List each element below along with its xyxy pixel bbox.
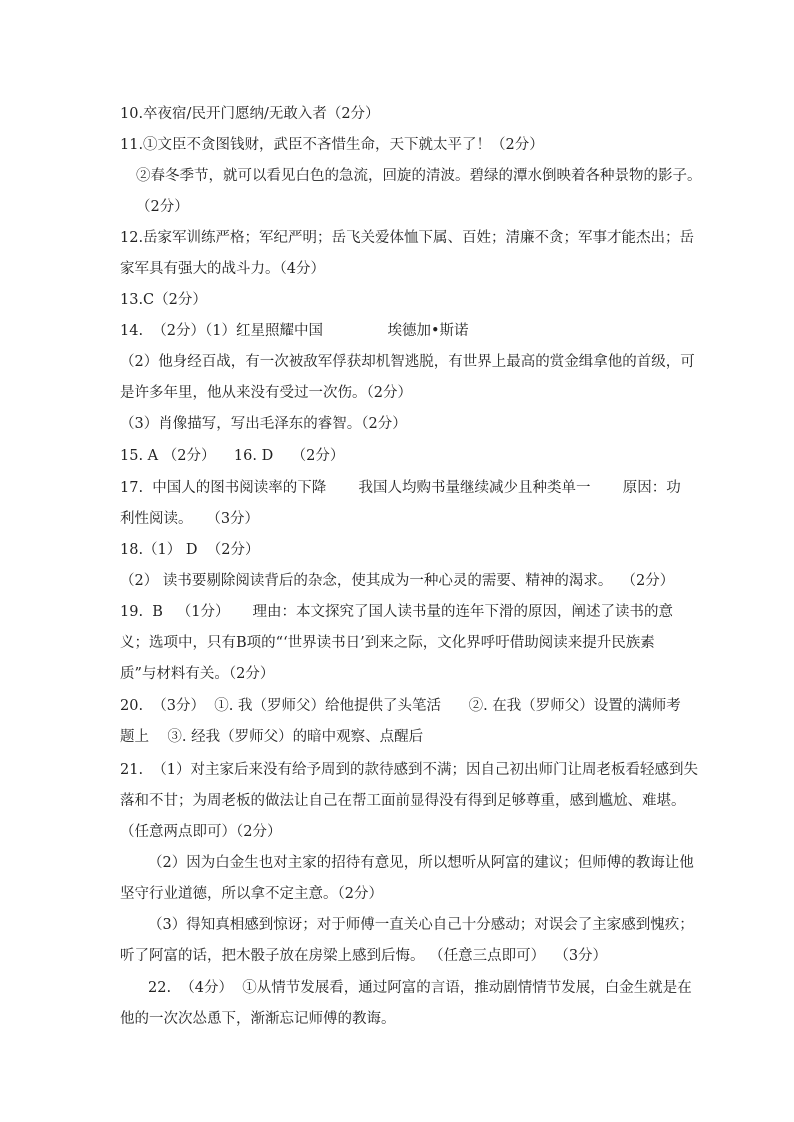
- answer-20-line-2: 题上 ③. 经我（罗师父）的暗中观察、点醒后: [120, 729, 424, 745]
- answer-11-part-1: 11.①文臣不贪图钱财，武臣不吝惜生命，天下就太平了！（2分）: [120, 137, 544, 153]
- answer-21-part-2-line-1: （2）因为白金生也对主家的招待有意见，所以想听从阿富的建议；但师傅的教诲让他: [148, 855, 694, 871]
- answer-22-line-2: 他的一次次怂恿下，渐渐忘记师傅的教诲。: [120, 1011, 396, 1027]
- answer-12-line-2: 家军具有强大的战斗力。（4分）: [120, 261, 325, 277]
- answer-21-part-1-note: （任意两点即可）（2分）: [120, 824, 282, 840]
- answer-21-part-3-line-1: （3）得知真相感到惊讶；对于师傅一直关心自己十分感动；对误会了主家感到愧疚；: [148, 917, 694, 933]
- answer-14-part-3: （3）肖像描写，写出毛泽东的睿智。（2分）: [120, 416, 407, 432]
- answer-21-part-1-line-2: 落和不甘；为周老板的做法让自己在帮工面前显得没有得到足够尊重，感到尴尬、难堪。: [120, 793, 686, 809]
- answer-17-line-1: 17. 中国人的图书阅读率的下降 我国人均购书量继续减少且种类单一 原因：功: [120, 480, 681, 496]
- answer-11-part-2-score: （2分）: [136, 199, 189, 215]
- answer-15-16: 15. A （2分） 16. D （2分）: [120, 448, 345, 464]
- answer-21-part-1-line-1: 21. （1）对主家后来没有给予周到的款待感到不满；因自己初出师门让周老板看轻感到失: [120, 762, 698, 778]
- answer-21-part-2-line-2: 坚守行业道德，所以拿不定主意。（2分）: [120, 886, 383, 902]
- answer-19-line-1: 19. B （1分） 理由：本文探究了国人读书量的连年下滑的原因，阐述了读书的意: [120, 604, 674, 620]
- answer-19-line-3: 质”与材料有关。（2分）: [120, 666, 275, 682]
- answer-14-part-2-line-2: 是许多年里，他从来没有受过一次伤。（2分）: [120, 385, 412, 401]
- answer-18-part-1: 18.（1） D （2分）: [120, 542, 260, 558]
- answer-14-part-1: 14. （2分）（1）红星照耀中国 埃德加•斯诺: [120, 323, 469, 339]
- answer-21-part-3-line-2: 听了阿富的话，把木骰子放在房梁上感到后悔。 （任意三点即可） （3分）: [120, 948, 608, 964]
- answer-10: 10.卒夜宿/民开门愿纳/无敢入者（2分）: [120, 106, 380, 122]
- answer-18-part-2: （2） 读书要剔除阅读背后的杂念，使其成为一种心灵的需要、精神的渴求。 （2分）: [120, 573, 675, 589]
- answer-17-line-2: 利性阅读。 （3分）: [120, 511, 260, 527]
- answer-22-line-1: 22. （4分） ①从情节发展看，通过阿富的言语，推动剧情情节发展，白金生就是在: [148, 980, 692, 996]
- answer-20-line-1: 20. （3分） ①. 我（罗师父）给他提供了头笔活 ②. 在我（罗师父）设置的满师考: [120, 698, 681, 714]
- answer-12-line-1: 12.岳家军训练严格；军纪严明；岳飞关爱体恤下属、百姓；清廉不贪；军事才能杰出；岳: [120, 230, 695, 246]
- answer-19-line-2: 义；选项中，只有B项的“‘世界读书日’到来之际，文化界呼吁借助阅读来提升民族素: [120, 635, 655, 651]
- answer-14-part-2-line-1: （2）他身经百战，有一次被敌军俘获却机智逃脱，有世界上最高的赏金缉拿他的首级，可: [120, 354, 695, 370]
- answer-13: 13.C（2分）: [120, 292, 207, 308]
- answer-11-part-2: ②春冬季节，就可以看见白色的急流，回旋的清波。碧绿的潭水倒映着各种景物的影子。: [136, 168, 702, 184]
